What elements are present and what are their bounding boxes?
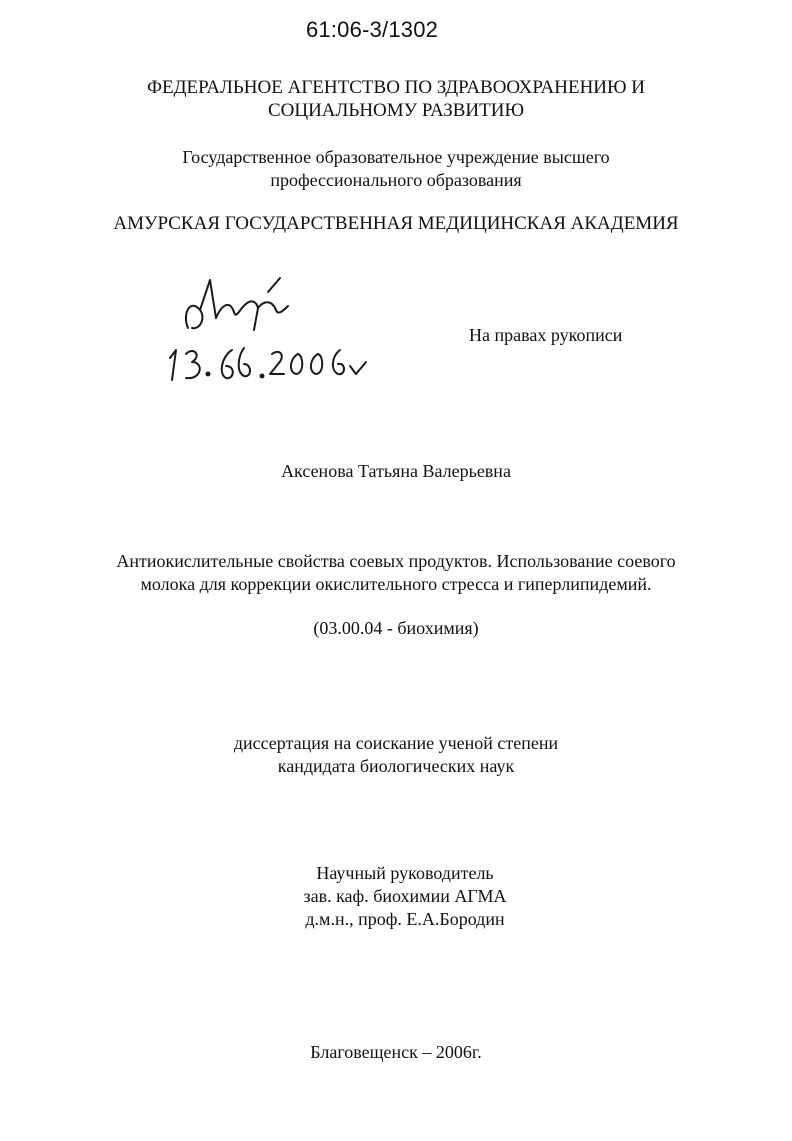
title-line: молока для коррекции окислительного стресса и гиперлипидемий. (140, 574, 652, 594)
city-year: Благовещенск – 2006г. (310, 1042, 482, 1062)
dissertation-title (0, 550, 792, 596)
institution-line: Государственное образовательное учреждение высшего (182, 147, 610, 167)
agency-line: ФЕДЕРАЛЬНОЕ АГЕНТСТВО ПО ЗДРАВООХРАНЕНИЮ И (146, 77, 646, 98)
institution-heading (0, 146, 792, 192)
degree-statement (0, 732, 792, 778)
academy-heading: АМУРСКАЯ ГОСУДАРСТВЕННАЯ МЕДИЦИНСКАЯ АКАДЕМИЯ (113, 213, 679, 234)
archive-code: 61:06-3/1302 (306, 17, 439, 42)
agency-heading (0, 76, 792, 122)
degree-line: диссертация на соискание ученой степени (233, 733, 559, 753)
degree-line: кандидата биологических наук (277, 756, 515, 776)
supervisor-line: Научный руководитель (316, 863, 494, 883)
supervisor-line: д.м.н., проф. Е.А.Бородин (305, 909, 505, 929)
specialty-code: (03.00.04 - биохимия) (313, 618, 479, 638)
supervisor-line: зав. каф. биохимии АГМА (303, 886, 507, 906)
supervisor-block (0, 862, 792, 931)
rights-note: На правах рукописи (469, 325, 623, 345)
handwritten-signature (160, 270, 390, 390)
author-name: Аксенова Татьяна Валерьевна (281, 461, 511, 481)
title-line: Антиокислительные свойства соевых продуктов. Использование соевого (116, 551, 676, 571)
institution-line: профессионального образования (270, 170, 522, 190)
agency-line: СОЦИАЛЬНОМУ РАЗВИТИЮ (267, 100, 525, 121)
